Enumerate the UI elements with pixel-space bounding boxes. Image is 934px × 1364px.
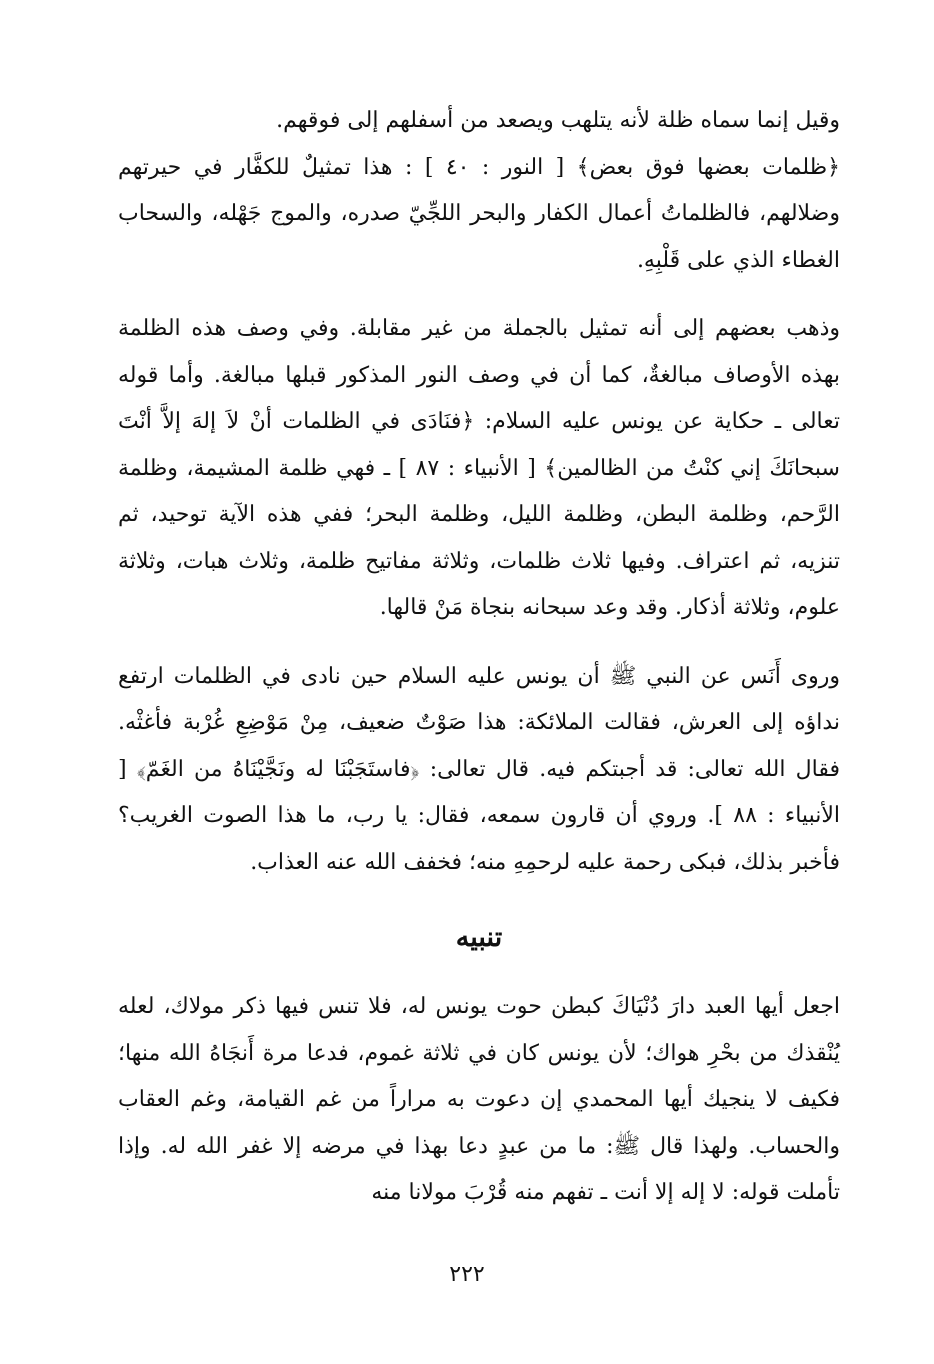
paragraph-advice: اجعل أيها العبد دارَ دُنْيَاكَ كبطن حوت يونس له، فلا تنس فيها ذكر مولاك، لعله يُنْقذك من بحْرِ هواك؛ لأن يونس كان في ثلاثة غموم، فدعا مرة أَنجَاهُ الله منها؛ فكيف لا ينجيك أيها المحمدي إن دعوت به مراراً من غم القيامة، وغم العقاب والحساب. ولهذا قال ﷺ: ما من عبدٍ دعا بهذا في مرضه إلا غفر الله له. وإذا تأملت قوله: لا إله إلا أنت ـ تفهم منه قُرْبَ مولانا منه	[118, 994, 840, 1205]
page-body	[118, 98, 840, 1217]
paragraph-zulumat-quote: ﴿ظلمات بعضها فوق بعض﴾ [ النور : ٤٠ ] : هذا تمثيلٌ للكفَّار في حيرتهم وضلالهم، فالظلماتُ أعمال الكفار والبحر اللجِّيّ صدره، والموج جَهْله، والسحاب الغطاء الذي على قَلْبِهِ.	[118, 154, 840, 273]
page-number: ٢٢٢	[449, 1262, 485, 1287]
paragraph-tamthil: وذهب بعضهم إلى أنه تمثيل بالجملة من غير مقابلة. وفي وصف هذه الظلمة بهذه الأوصاف مبالغةٌ، كما أن في وصف النور المذكور قبلها مبالغة. وأما قوله تعالى ـ حكاية عن يونس عليه السلام: ﴿فنَادَى في الظلمات أنْ لاَ إلهَ إلاَّ أنْتَ سبحانَكَ إني كنْتُ من الظالمين﴾ [ الأنبياء : ٨٧ ] ـ فهي ظلمة المشيمة، وظلمة الرَّحم، وظلمة البطن، وظلمة الليل، وظلمة البحر؛ ففي هذه الآية توحيد، ثم تنزيه، ثم اعتراف. وفيها ثلاث ظلمات، وثلاثة مفاتيح ظلمة، وثلاث هبات، وثلاثة علوم، وثلاثة أذكار. وقد وعد سبحانه بنجاة مَنْ قالها.	[118, 316, 840, 620]
paragraph-anas-hadith: وروى أَنَس عن النبي ﷺ أن يونس عليه السلام حين نادى في الظلمات ارتفع نداؤه إلى العرش، فقالت الملائكة: هذا صَوْتٌ ضعيف، مِنْ مَوْضِعِ غُرْبة فأغثْه. فقال الله تعالى: قد أجبتكم فيه. قال تعالى: ﴿فاستَجَبْنَا له ونَجَّيْنَاهُ من الغَمّ﴾ [ الأنبياء : ٨٨ ]. وروي أن قارون سمعه، فقال: يا رب، ما هذا الصوت الغريب؟ فأخبر بذلك، فبكى رحمة عليه لرحمِهِ منه؛ فخفف الله عنه العذاب.	[118, 663, 840, 875]
section-heading-tanbih: تنبيه	[455, 922, 503, 953]
paragraph-zulla: وقيل إنما سماه ظلة لأنه يتلهب ويصعد من أسفلهم إلى فوقهم.	[276, 108, 840, 133]
